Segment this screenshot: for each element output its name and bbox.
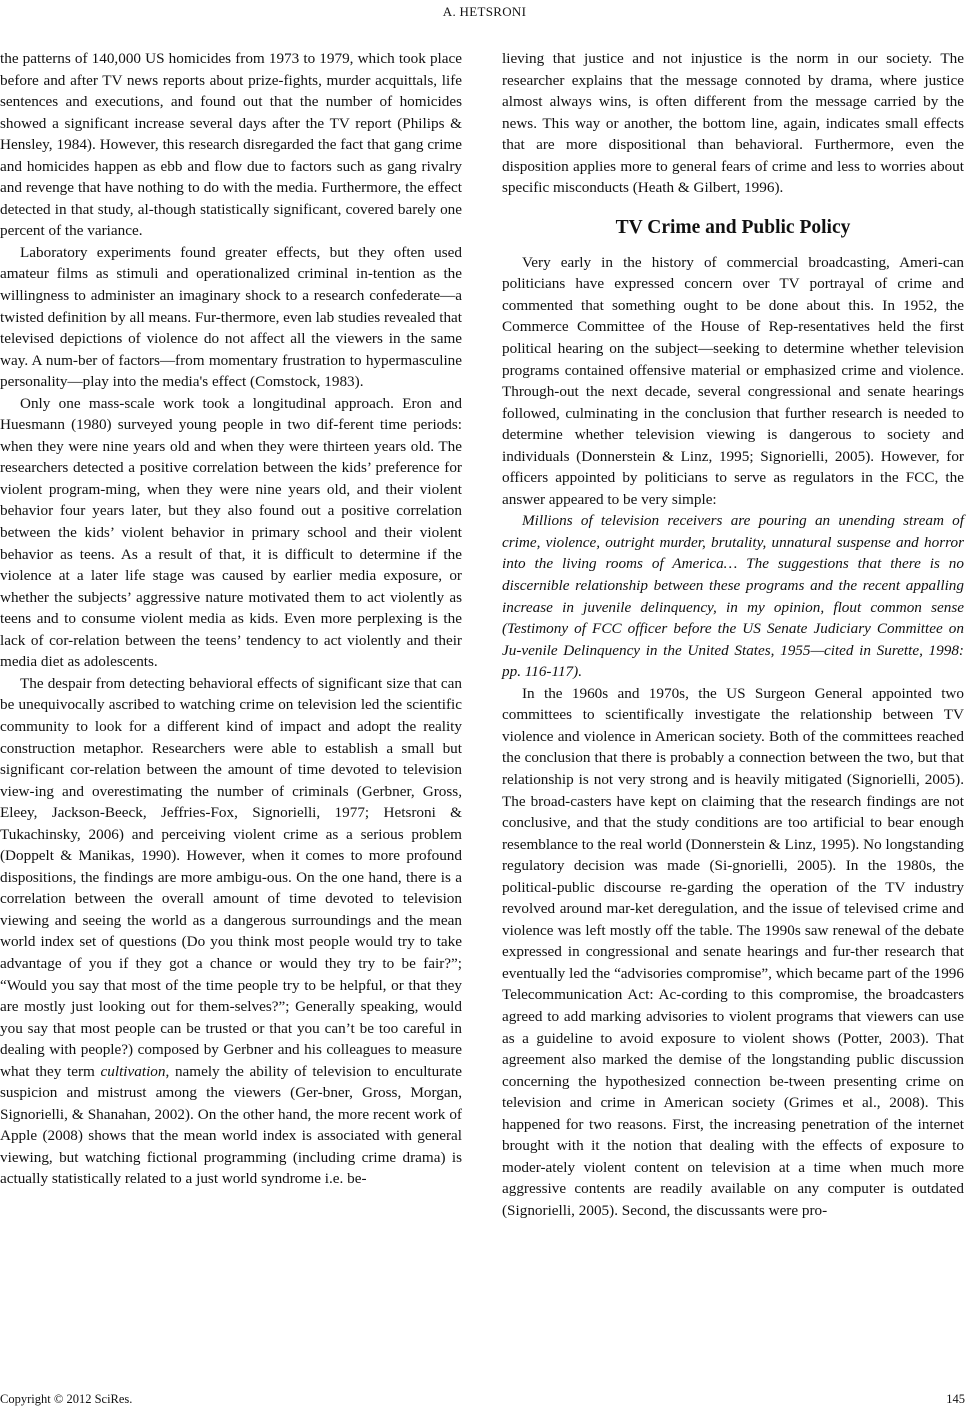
paragraph-text: , namely the ability of television to enculturate suspicion and mistrust among the viewers (Ger-bner, Gross, Morgan, Signorielli, & Shanahan, 2002). On the other hand, the more recent work of Apple (2008) shows that the mean world index is associated with general viewing, but watching fictional programming (including crime drama) is actually statistically related to a just world syndrome i.e. be- [0, 1062, 462, 1188]
paragraph-text: The despair from detecting behavioral effects of significant size that can be unequivocally ascribed to watching crime on television led the scientific community to look for a different kind of impact and adopt the reality construction metaphor. Researchers were able to establish a small but significant cor-relation between the amount of time devoted to television view-ing and overestimating the number of criminals (Gerbner, Gross, Eleey, Jackson-Beeck, Jeffries-Fox, Signorielli, 1977; Hetsroni & Tukachinsky, 2006) and perceiving violent crime as a serious problem (Doppelt & Manikas, 1990). However, when it comes to more profound dispositions, the findings are more ambigu-ous. On the one hand, there is a correlation between the overall amount of time devoted to television viewing and seeing the world as a dangerous surroundings and the mean world index set of questions (Do you think most people would try to take advantage of you if they got a chance or would they try to be fair?”; “Would you say that most of the time people try to be helpful, or that they are mostly just looking out for them-selves?”; Generally speaking, would you say that most people can be trusted or that you can’t be too careful in dealing with people?) composed by Gerbner and his colleagues to measure what they term [0, 674, 462, 1080]
emphasis-term: cultivation [100, 1062, 166, 1080]
section-heading: TV Crime and Public Policy [615, 216, 851, 238]
left-column [0, 48, 462, 1190]
running-head-author: A. HETSRONI [442, 4, 527, 19]
page-number: 145 [946, 1392, 965, 1406]
paragraph [0, 673, 462, 1190]
block-quote: Millions of television receivers are pouring an unending stream of crime, violence, outright murder, brutality, unnatural suspense and horror into the living rooms of America… The suggestions that there is no discernible relationship between these programs and the recent appalling increase in juvenile delinquency, in my opinion, flout common sense (Testimony of FCC officer before the US Senate Judiciary Committee on Ju-venile Delinquency in the United States, 1955—cited in Surette, 1998: pp. 116-117). [502, 512, 964, 681]
paragraph: Only one mass-scale work took a longitudinal approach. Eron and Huesmann (1980) surveyed young people in two dif-ferent time periods: when they were nine years old and when they were thirteen years old. The researchers detected a positive correlation between the kids’ preference for violent program-ming, when they were nine years old, and their violent behavior four years later, but they also found out a positive correlation between the kids’ violent behavior in primary school and their violent behavior as teens. As a result of that, it is difficult to determine if the violence at a later life stage was caused by earlier media exposure, or whether the subjects’ aggressive nature motivated them to act violently as teens and to consume violent media as kids. Even more perplexing is the lack of cor-relation between the teens’ tendency to act violently and their media diet as adolescents. [0, 394, 462, 671]
paragraph: In the 1960s and 1970s, the US Surgeon General appointed two committees to scientifically investigate the relationship between TV violence and violence in American society. Both of the committees reached the conclusion that there is probably a connection between the two, but that relationship is not very strong and is heavily mitigated (Signorielli, 2005). The broad-casters have kept on claiming that the research findings are not conclusive, and that the study conditions are too artificial to bear enough resemblance to the real world (Donnerstein & Linz, 1995). No longstanding regulatory decision was made (Si-gnorielli, 2005). In the 1980s, the political-public discourse re-garding the operation of the TV industry revolved around mar-ket deregulation, and the issue of televised crime and violence was left mostly off the table. The 1990s saw renewal of the debate expressed in congressional and senate hearings and fur-ther research that eventually led the “advisories compromise”, which became part of the 1996 Telecommunication Act: Ac-cording to this compromise, the broadcasters agreed to add marking advisories to violent programs that viewers can use as a guideline to avoid exposure to violent shows (Potter, 2003). That agreement also marked the demise of the longstanding public discussion concerning the hypothesized connection be-tween presenting crime on television and crime in American society (Grimes et al., 2008). This happened for two reasons. First, the increasing penetration of the internet brought with it the notion that dealing with the effects of exposure to moder-ately violent content on television at a time when much more aggressive contents are readily available on any computer is outdated (Signorielli, 2005). Second, the discussants were pro- [502, 684, 964, 1219]
copyright-notice: Copyright © 2012 SciRes. [0, 1392, 133, 1406]
paragraph: lieving that justice and not injustice is the norm in our society. The researcher explains that the message connoted by drama, where justice almost always wins, is often different from the message carried by the news. This way or another, the bottom line, again, indicates small effects that are more dispositional than behavioral. Furthermore, even the disposition applies more to general fears of crime and less to worries about specific misconducts (Heath & Gilbert, 1996). [502, 50, 964, 197]
paragraph: Very early in the history of commercial broadcasting, Ameri-can politicians have expressed concern over TV portrayal of crime and commented that something ought to be done about this. In 1952, the Commerce Committee of the House of Rep-resentatives held the first political hearing on the subject—seeking to determine whether television programs contained offensive material or emphasized crime and violence. Through-out the next decade, several congressional and senate hearings followed, culminating in the conclusion that further research is needed to determine whether television viewing is dangerous to society and individuals (Donnerstein & Linz, 1995; Signorielli, 2005). However, for officers appointed by politicians to serve as regulators in the FCC, the answer appeared to be very simple: [502, 253, 964, 508]
right-column [502, 48, 964, 1221]
paragraph: the patterns of 140,000 US homicides from 1973 to 1979, which took place before and after TV news reports about prize-fights, murder acquittals, life sentences and executions, and found out that the number of homicides showed a significant increase several days after the TV report (Philips & Hensley, 1984). However, this research disregarded the fact that gang crime and homicides happen as ebb and flow due to factors such as gang rivalry and revenge that have nothing to do with the media. Furthermore, the effect detected in that study, al-though statistically significant, covered barely one percent of the variance. [0, 50, 462, 240]
paragraph: Laboratory experiments found greater effects, but they often used amateur films as stimuli and operationalized criminal in-tention as the willingness to administer an imaginary shock to a research confederate—a twisted definition by all means. Fur-thermore, even lab studies revealed that televised depictions of violence do not affect all the viewers in the same way. A num-ber of factors—from momentary frustration to hypermasculine personality—play into the media's effect (Comstock, 1983). [0, 243, 462, 391]
